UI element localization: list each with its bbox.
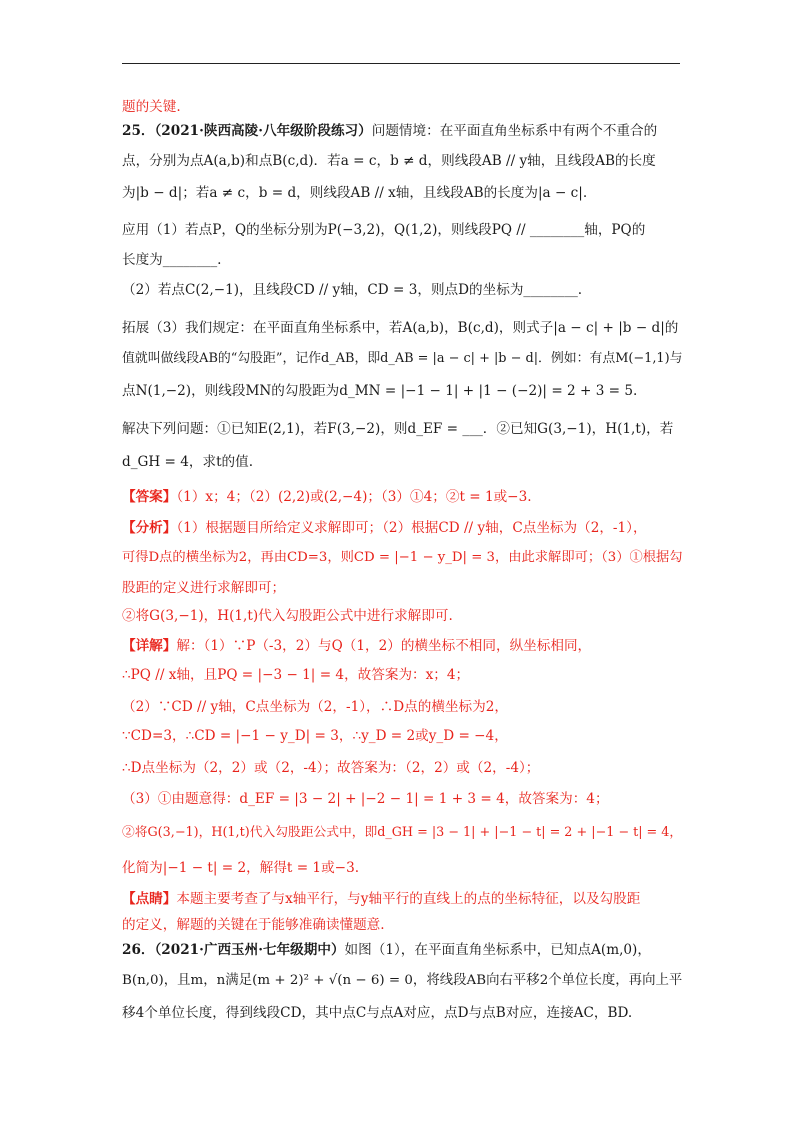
text-line: 为|b − d|；若a ≠ c，b = d，则线段AB // x轴，且线段AB的长度为|a − c|. xyxy=(122,185,588,201)
section-marker: 26．（2021·广西玉州·七年级期中） xyxy=(122,942,345,958)
text-line: 移4个单位长度，得到线段CD，其中点C与点A对应，点D与点B对应，连接AC，BD. xyxy=(122,1005,633,1021)
detail-line: ∴D点坐标为（2，2）或（2，-4）；故答案为：（2，2）或（2，-4）； xyxy=(122,760,540,776)
section-marker: 【答案】 xyxy=(122,489,177,505)
text-line: 值就叫做线段AB的“勾股距”，记作d_AB，即d_AB = |a − c| + |b − d|．例如：有点M(−1,1)与 xyxy=(122,351,683,366)
text-line: d_GH = 4，求t的值. xyxy=(122,454,254,470)
detail-line: 【详解】解：（1）∵P（-3，2）与Q（1，2）的横坐标不相同，纵坐标相同， xyxy=(122,638,592,654)
text-line: 长度为________. xyxy=(122,252,222,268)
comment-line: 的定义，解题的关键在于能够准确读懂题意. xyxy=(122,917,385,933)
detail-line: 化简为|−1 − t| = 2，解得t = 1或−3. xyxy=(122,860,360,876)
analysis-line: 股距的定义进行求解即可； xyxy=(122,580,286,596)
header-rule xyxy=(122,63,680,64)
detail-line: ∵CD=3，∴CD = |−1 − y_D| = 3，∴y_D = 2或y_D = −4， xyxy=(122,728,508,744)
question-25-title: 25．（2021·陕西高陵·八年级阶段练习）问题情境：在平面直角坐标系中有两个不重合的 xyxy=(122,123,658,139)
text-line: 拓展（3）我们规定：在平面直角坐标系中，若A(a,b)，B(c,d)，则式子|a − c| + |b − d|的 xyxy=(122,320,679,336)
detail-line: （2）∵CD // y轴，C点坐标为（2，-1），∴D点的横坐标为2， xyxy=(122,699,508,715)
analysis-line: ②将G(3,−1)，H(1,t)代入勾股距公式中进行求解即可. xyxy=(122,608,453,624)
text-line: 点N(1,−2)，则线段MN的勾股距为d_MN = |−1 − 1| + |1 − (−2)| = 2 + 3 = 5. xyxy=(122,383,638,399)
comment-line: 【点睛】本题主要考查了与x轴平行，与y轴平行的直线上的点的坐标特征，以及勾股距 xyxy=(122,891,641,907)
section-marker: 【点睛】 xyxy=(122,891,177,907)
analysis-line: 【分析】（1）根据题目所给定义求解即可；（2）根据CD // y轴，C点坐标为（2，-1）， xyxy=(122,520,647,536)
text-line: （2）若点C(2,−1)，且线段CD // y轴，CD = 3，则点D的坐标为________. xyxy=(122,282,583,298)
text-line: 题的关键. xyxy=(122,99,181,115)
text-line: 解决下列问题：①已知E(2,1)，若F(3,−2)，则d_EF = ___．②已知G(3,−1)，H(1,t)，若 xyxy=(122,421,674,437)
text-line: 应用（1）若点P，Q的坐标分别为P(−3,2)，Q(1,2)，则线段PQ // ________轴，PQ的 xyxy=(122,222,646,238)
analysis-line: 可得D点的横坐标为2，再由CD=3，则CD = |−1 − y_D| = 3，由此求解即可；（3）①根据勾 xyxy=(122,550,683,565)
detail-line: ∴PQ // x轴，且PQ = |−3 − 1| = 4，故答案为：x；4； xyxy=(122,667,470,683)
section-marker: 【分析】 xyxy=(122,520,177,536)
text-line: B(n,0)，且m，n满足(m + 2)² + √(n − 6) = 0，将线段AB向右平移2个单位长度，再向上平 xyxy=(122,973,683,988)
question-26-title: 26．（2021·广西玉州·七年级期中）如图（1），在平面直角坐标系中，已知点A(m,0)， xyxy=(122,942,651,958)
text-line: 点，分别为点A(a,b)和点B(c,d)．若a = c，b ≠ d，则线段AB // y轴，且线段AB的长度 xyxy=(122,153,656,169)
answer-line: 【答案】（1）x；4；（2）(2,2)或(2,−4)；（3）①4；②t = 1或−3. xyxy=(122,489,532,505)
detail-line: （3）①由题意得：d_EF = |3 − 2| + |−2 − 1| = 1 + 3 = 4，故答案为：4； xyxy=(122,791,609,807)
detail-line: ②将G(3,−1)，H(1,t)代入勾股距公式中，即d_GH = |3 − 1| + |−1 − t| = 2 + |−1 − t| = 4， xyxy=(122,825,683,840)
section-marker: 25．（2021·陕西高陵·八年级阶段练习） xyxy=(122,123,372,139)
section-marker: 【详解】 xyxy=(122,638,177,654)
